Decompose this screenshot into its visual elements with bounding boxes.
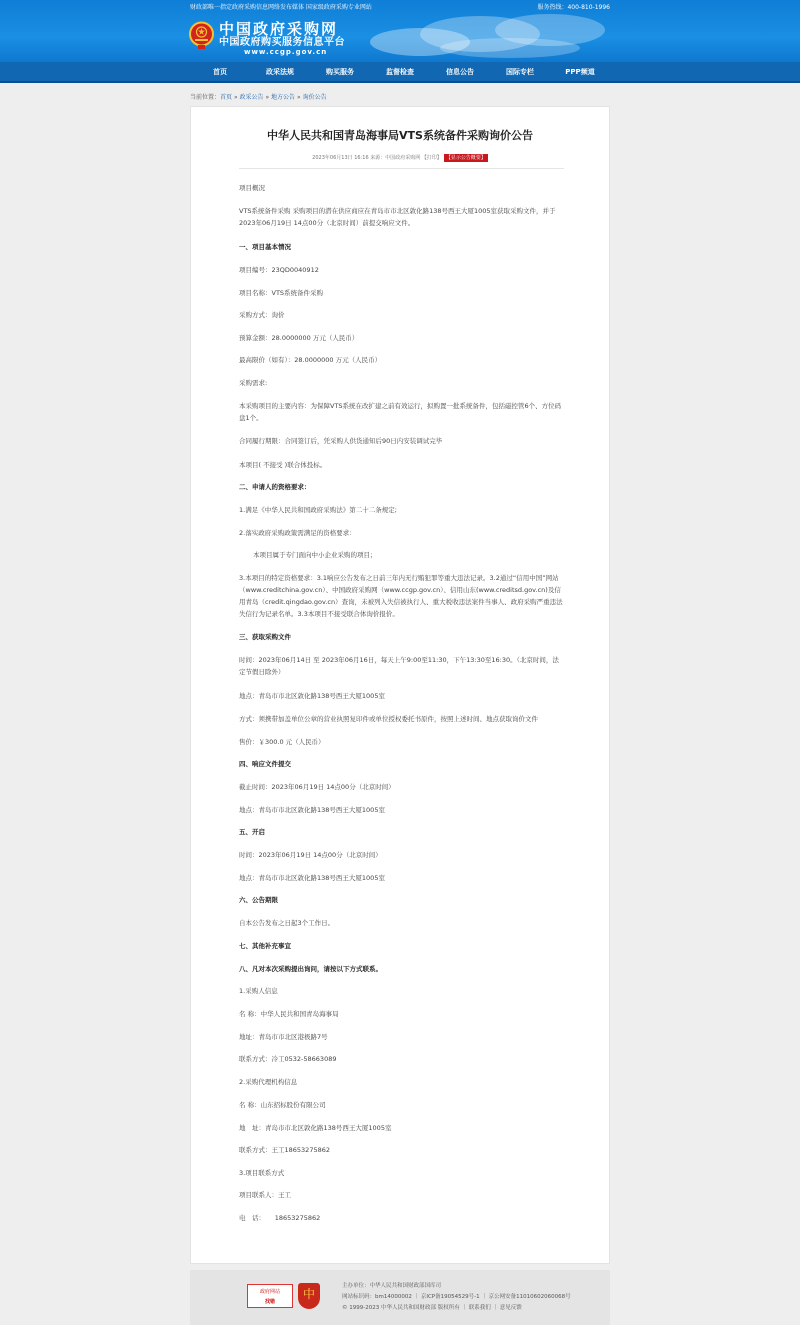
breadcrumb-item-inquiry[interactable]: 询价公告 — [302, 94, 327, 101]
paragraph: 1.采购人信息 — [239, 987, 278, 995]
paragraph: 方式：须携带加盖单位公章的营业执照复印件或单位授权委托书原件，按照上述时间、地点获取询价文件 — [239, 715, 538, 723]
show-summary-button[interactable]: 【显示公告概要】 — [445, 155, 486, 161]
breadcrumb-item-local[interactable]: 地方公告 — [271, 94, 296, 101]
paragraph: 地点：青岛市市北区敦化路138号西王大厦1005室 — [239, 692, 385, 700]
paragraph: 地址：青岛市市北区港极路7号 — [239, 1033, 328, 1041]
footer-copyright[interactable]: © 1999-2023 中华人民共和国财政部 版权所有 ｜ 联系我们 ｜ 意见反馈 — [342, 1305, 522, 1311]
paragraph: 时间：2023年06月14日 至 2023年06月16日，每天上午9:00至11:30，下午13:30至16:30。（北京时间，法定节假日除外） — [239, 656, 559, 676]
breadcrumb — [190, 93, 327, 103]
breadcrumb-sep: » — [232, 94, 240, 101]
footer-info — [342, 1281, 571, 1314]
nav-item-international[interactable]: 国际专栏 — [506, 68, 534, 76]
paragraph: 预算金额：28.0000000 万元（人民币） — [239, 334, 359, 342]
section-heading: 一、项目基本情况 — [239, 243, 291, 251]
gov-site-error-report-badge[interactable] — [247, 1284, 293, 1308]
section-heading: 四、响应文件提交 — [239, 760, 291, 768]
site-logo-url: www.ccgp.gov.cn — [244, 48, 328, 56]
paragraph: 地点：青岛市市北区敦化路138号西王大厦1005室 — [239, 806, 385, 814]
badge-label: 政府网站 — [259, 1289, 280, 1295]
paragraph: 本项目属于专门面向中小企业采购的项目； — [253, 551, 377, 559]
breadcrumb-sep: » — [295, 94, 303, 101]
article-meta-text[interactable]: 2023年06月13日 16:16 来源：中国政府采购网 【打印】 — [312, 155, 442, 161]
article-container — [190, 106, 610, 1264]
paragraph: 本采购项目的主要内容：为保障VTS系统在改扩建之前有效运行，拟购置一批系统备件，包括磁控管6个、方位码盘1个。 — [239, 402, 562, 422]
paragraph: 3.项目联系方式 — [239, 1169, 285, 1177]
site-header — [0, 0, 800, 62]
section-heading: 五、开启 — [239, 828, 265, 836]
article-meta — [191, 154, 609, 162]
main-nav — [0, 62, 800, 83]
nav-item-ppp[interactable]: PPP频道 — [565, 68, 595, 76]
paragraph: 项目联系人：王工 — [239, 1191, 291, 1199]
section-heading: 二、申请人的资格要求： — [239, 483, 311, 491]
nav-item-supervision[interactable]: 监督检查 — [386, 68, 414, 76]
title-divider — [239, 168, 564, 169]
header-notice: 财政部唯一指定政府采购信息网络发布媒体 国家级政府采购专业网站 — [190, 4, 372, 11]
nav-item-home[interactable]: 首页 — [213, 68, 227, 76]
paragraph: 名 称：中华人民共和国青岛海事局 — [239, 1010, 339, 1018]
paragraph: 项目名称：VTS系统备件采购 — [239, 289, 324, 297]
paragraph: 采购需求: — [239, 379, 268, 387]
nav-item-announcements[interactable]: 信息公告 — [446, 68, 474, 76]
paragraph: 项目编号：23QD0040912 — [239, 266, 319, 274]
site-footer — [190, 1270, 610, 1325]
site-logo-title[interactable]: 中国政府采购网 — [219, 20, 339, 38]
paragraph: 自本公告发布之日起3个工作日。 — [239, 919, 335, 927]
section-heading: 七、其他补充事宜 — [239, 942, 291, 950]
service-hotline: 服务热线：400-810-1996 — [537, 4, 610, 11]
paragraph: 3.本项目的特定资格要求：3.1响应公告发布之日前三年内无行贿犯罪等重大违法记录。3.2通过“信用中国”网站（www.creditchina.gov.cn）、中国政府采购网（www.ccgp.gov.cn）、信用山东(www.creditsd.gov.cn)及信用青岛（credit.qingdao.gov.cn）查询，未被列入失信被执行人、重大税收违法案件当事人、政府采购严重违法失信行为记录名单。3.3本项目不接受联合体询价报价。 — [239, 574, 563, 618]
breadcrumb-item-announcements[interactable]: 政采公告 — [239, 94, 264, 101]
paragraph: 2.采购代理机构信息 — [239, 1078, 298, 1086]
footer-sponsor: 主办单位：中华人民共和国财政部国库司 — [342, 1283, 442, 1289]
breadcrumb-prefix: 当前位置： — [190, 94, 221, 101]
paragraph: 合同履行期限：合同签订后，凭采购人供货通知后90日内安装调试完毕 — [239, 437, 443, 445]
paragraph: 电 话： 18653275862 — [239, 1214, 321, 1222]
nav-item-services[interactable]: 购买服务 — [326, 68, 354, 76]
paragraph: 名 称：山东招标股份有限公司 — [239, 1101, 326, 1109]
paragraph: 项目概况 — [239, 184, 265, 192]
section-heading: 八、凡对本次采购提出询问，请按以下方式联系。 — [239, 965, 382, 973]
party-gov-emblem-icon[interactable]: 中 — [298, 1283, 320, 1309]
paragraph: 本项目( 不接受 )联合体投标。 — [239, 461, 327, 469]
paragraph: 1.满足《中华人民共和国政府采购法》第二十二条规定; — [239, 506, 397, 514]
paragraph: 售价：￥300.0 元（人民币） — [239, 738, 325, 746]
breadcrumb-sep: » — [263, 94, 272, 101]
paragraph: 2.落实政府采购政策需满足的资格要求： — [239, 529, 356, 537]
site-logo-subtitle: 中国政府购买服务信息平台 — [219, 37, 345, 48]
article-title: 中华人民共和国青岛海事局VTS系统备件采购询价公告 — [267, 129, 533, 142]
section-heading: 三、获取采购文件 — [239, 633, 291, 641]
paragraph: 截止时间：2023年06月19日 14点00分（北京时间） — [239, 783, 395, 791]
national-emblem-icon — [189, 21, 214, 49]
breadcrumb-item-home[interactable]: 首页 — [220, 94, 233, 101]
paragraph: 地 址：青岛市市北区敦化路138号西王大厦1005室 — [239, 1124, 392, 1132]
badge-label: 找错 — [264, 1299, 275, 1305]
paragraph: 时间：2023年06月19日 14点00分（北京时间） — [239, 851, 382, 859]
paragraph: 最高限价（如有）：28.0000000 万元（人民币） — [239, 356, 382, 364]
paragraph: 采购方式：询价 — [239, 311, 285, 319]
paragraph: 联系方式：冷工0532-58663089 — [239, 1055, 337, 1063]
paragraph: 联系方式：王工18653275862 — [239, 1146, 330, 1154]
paragraph: VTS系统备件采购 采购项目的潜在供应商应在青岛市市北区敦化路138号西王大厦1005室获取采购文件，并于2023年06月19日 14点00分（北京时间）前提交响应文件。 — [239, 207, 556, 227]
section-heading: 六、公告期限 — [239, 896, 278, 904]
paragraph: 地点：青岛市市北区敦化路138号西王大厦1005室 — [239, 874, 385, 882]
nav-item-regulations[interactable]: 政采法规 — [266, 68, 294, 76]
cloud-decoration — [360, 8, 620, 62]
footer-record[interactable]: 网站标识码：bm14000002 ｜ 京ICP备19054529号-1 ｜ 京公网安备11010602060068号 — [342, 1294, 571, 1300]
